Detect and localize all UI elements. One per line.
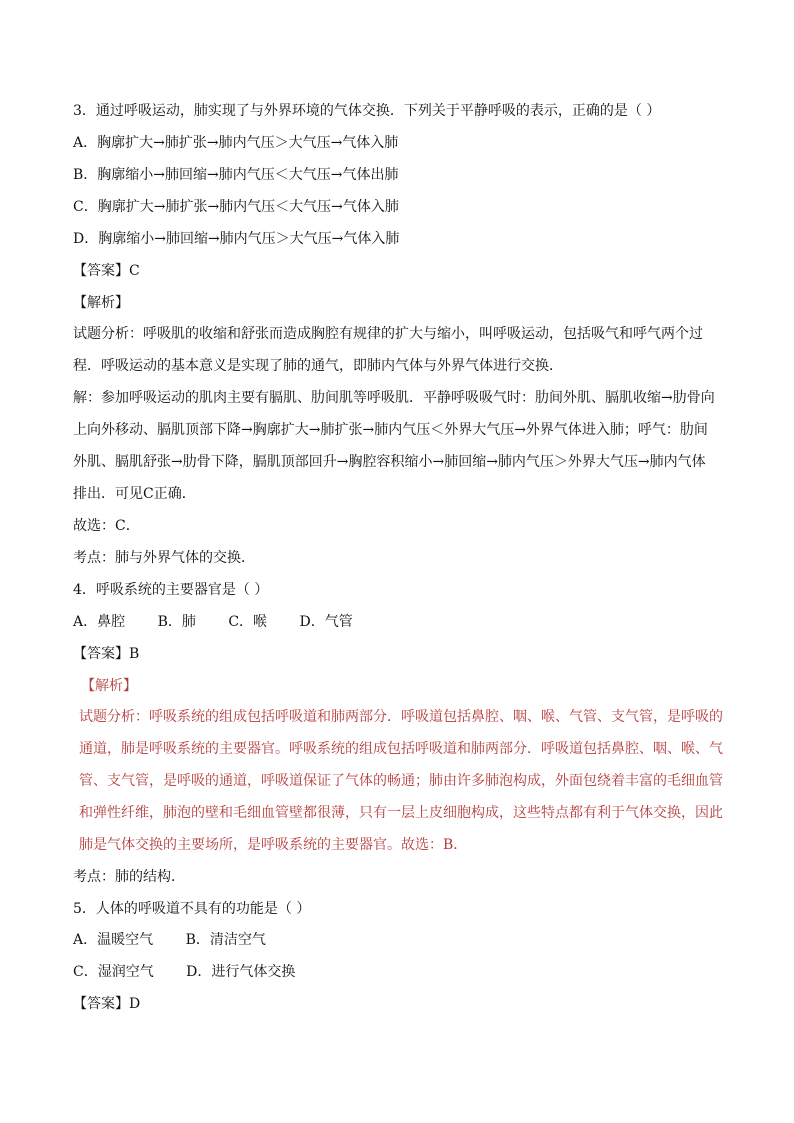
question-3-point: 考点：肺与外界气体的交换．	[73, 550, 255, 566]
question-5-option-c: C．湿润空气	[73, 964, 154, 980]
question-3-option-b: B．胸廓缩小→肺回缩→肺内气压＜大气压→气体出肺	[73, 167, 399, 183]
question-3-choose: 故选：C．	[73, 518, 140, 534]
question-3-option-a: A．胸廓扩大→肺扩张→肺内气压＞大气压→气体入肺	[73, 135, 399, 151]
question-3-analysis-line: 排出．可见C正确．	[73, 486, 196, 502]
question-3-analysis-line: 解：参加呼吸运动的肌肉主要有膈肌、肋间肌等呼吸肌．平静呼吸吸气时：肋间外肌、膈肌收缩→肋骨向	[73, 390, 715, 406]
question-3-stem: 3．通过呼吸运动，肺实现了与外界环境的气体交换．下列关于平静呼吸的表示，正确的是（ ）	[73, 103, 661, 119]
question-4-analysis-line: 肺是气体交换的主要场所，是呼吸系统的主要器官。故选：B．	[79, 837, 468, 853]
question-3-analysis-line: 上向外移动、膈肌顶部下降→胸廓扩大→肺扩张→肺内气压＜外界大气压→外界气体进入肺；呼气：肋间	[73, 422, 708, 438]
question-5-options-row-1	[73, 930, 733, 950]
question-5-answer: 【答案】D	[73, 996, 141, 1012]
question-4-analysis-line: 通道，肺是呼吸系统的主要器官。呼吸系统的组成包括呼吸道和肺两部分．呼吸道包括鼻腔、咽、喉、气	[79, 741, 723, 757]
question-5-stem: 5．人体的呼吸道不具有的功能是（ ）	[73, 901, 311, 917]
question-5-option-d: D．进行气体交换	[186, 964, 296, 980]
question-4-option-d: D．气管	[299, 614, 353, 630]
question-4-analysis-line: 管、支气管，是呼吸的通道，呼吸道保证了气体的畅通；肺由许多肺泡构成，外面包绕着丰富的毛细血管	[79, 773, 723, 789]
question-4-analysis-line: 试题分析：呼吸系统的组成包括呼吸道和肺两部分．呼吸道包括鼻腔、咽、喉、气管、支气管，是呼吸的	[79, 709, 723, 725]
question-3-answer: 【答案】C	[73, 263, 140, 279]
question-4-option-c: C．喉	[228, 614, 268, 630]
question-5-options-row-2	[73, 962, 733, 982]
question-4-stem: 4．呼吸系统的主要器官是（ ）	[73, 582, 269, 598]
question-5-option-a: A．温暖空气	[73, 932, 154, 948]
question-3-analysis-title: 【解析】	[73, 295, 129, 311]
question-3-analysis-line: 程．呼吸运动的基本意义是实现了肺的通气，即肺内气体与外界气体进行交换．	[73, 358, 563, 374]
question-4-option-b: B．肺	[157, 614, 196, 630]
question-5-option-b: B．清洁空气	[185, 932, 266, 948]
question-4-analysis-line: 和弹性纤维，肺泡的壁和毛细血管壁都很薄，只有一层上皮细胞构成，这些特点都有利于气体交换，因此	[79, 805, 723, 821]
question-4-answer: 【答案】B	[73, 646, 140, 662]
question-3-option-c: C．胸廓扩大→肺扩张→肺内气压＜大气压→气体入肺	[73, 199, 399, 215]
question-4-point: 考点：肺的结构．	[73, 869, 185, 885]
question-4-options	[73, 612, 733, 632]
question-4-option-a: A．鼻腔	[73, 614, 126, 630]
question-3-analysis-line: 外肌、膈肌舒张→肋骨下降，膈肌顶部回升→胸腔容积缩小→肺回缩→肺内气压＞外界大气压→肺内气体	[73, 454, 706, 470]
question-3-analysis-line: 试题分析：呼吸肌的收缩和舒张而造成胸腔有规律的扩大与缩小，叫呼吸运动，包括吸气和呼气两个过	[73, 326, 703, 342]
question-4-analysis-title: 【解析】	[81, 678, 137, 694]
question-3-option-d: D．胸廓缩小→肺回缩→肺内气压＞大气压→气体入肺	[73, 231, 400, 247]
